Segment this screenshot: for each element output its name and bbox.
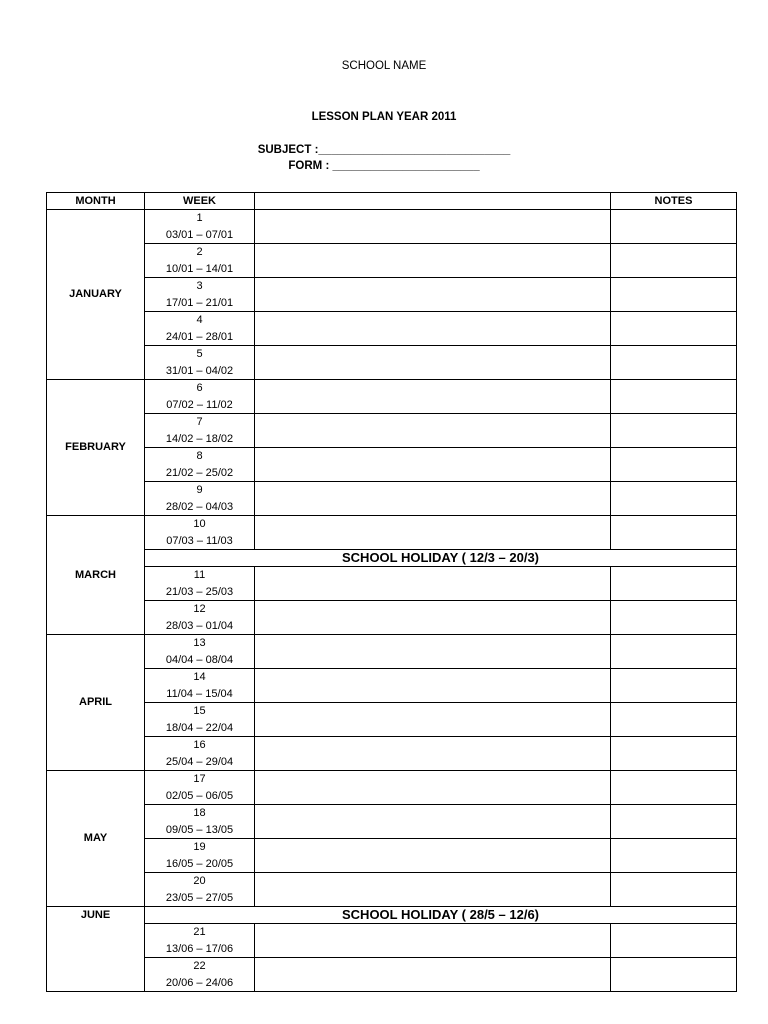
week-cell: [145, 346, 255, 380]
week-range: 28/03 – 01/04: [165, 619, 234, 632]
plan-cell[interactable]: [255, 601, 611, 635]
week-number: 17: [193, 773, 206, 785]
week-cell: [145, 839, 255, 873]
notes-cell[interactable]: [611, 635, 737, 669]
notes-cell[interactable]: [611, 567, 737, 601]
week-cell: [145, 567, 255, 601]
month-column-header: MONTH: [47, 193, 145, 210]
week-cell: [145, 669, 255, 703]
week-number: 4: [196, 314, 203, 326]
table-row: [47, 448, 737, 482]
form-field[interactable]: [0, 160, 768, 172]
week-number: 5: [196, 348, 203, 360]
plan-cell[interactable]: [255, 805, 611, 839]
plan-cell[interactable]: [255, 737, 611, 771]
week-cell: [145, 516, 255, 550]
week-range: 21/02 – 25/02: [165, 466, 234, 479]
table-row: [47, 380, 737, 414]
table-row: [47, 516, 737, 550]
week-cell: [145, 805, 255, 839]
week-number: 12: [193, 603, 206, 615]
document-title: LESSON PLAN YEAR 2011: [311, 111, 457, 123]
week-cell: [145, 244, 255, 278]
week-number: 11: [193, 569, 206, 581]
plan-cell[interactable]: [255, 516, 611, 550]
notes-cell[interactable]: [611, 839, 737, 873]
week-range: 07/02 – 11/02: [166, 398, 233, 411]
table-row: [47, 771, 737, 805]
subject-field[interactable]: [0, 144, 768, 156]
notes-cell[interactable]: [611, 380, 737, 414]
week-number: 20: [193, 875, 206, 887]
table-row: [47, 210, 737, 244]
week-cell: [145, 278, 255, 312]
week-range: 09/05 – 13/05: [165, 823, 234, 836]
table-row: [47, 482, 737, 516]
notes-cell[interactable]: [611, 516, 737, 550]
plan-cell[interactable]: [255, 924, 611, 958]
subject-label: SUBJECT :: [257, 144, 319, 156]
week-number: 16: [193, 739, 206, 751]
notes-cell[interactable]: [611, 958, 737, 992]
form-label: FORM :: [288, 160, 330, 172]
plan-cell[interactable]: [255, 635, 611, 669]
week-range: 25/04 – 29/04: [165, 755, 234, 768]
plan-cell[interactable]: [255, 567, 611, 601]
week-number: 14: [193, 671, 206, 683]
week-range: 03/01 – 07/01: [165, 228, 234, 241]
plan-cell[interactable]: [255, 278, 611, 312]
week-number: 22: [193, 960, 206, 972]
week-number: 3: [196, 280, 203, 292]
table-row: [47, 737, 737, 771]
week-number: 1: [196, 212, 203, 224]
week-range: 31/01 – 04/02: [165, 364, 234, 377]
notes-cell[interactable]: [611, 669, 737, 703]
plan-column-header: [255, 193, 611, 210]
table-row: [47, 244, 737, 278]
notes-cell[interactable]: [611, 601, 737, 635]
month-may: MAY: [47, 771, 145, 907]
table-row: [47, 278, 737, 312]
week-number: 19: [193, 841, 206, 853]
month-april: APRIL: [47, 635, 145, 771]
week-cell: [145, 924, 255, 958]
week-number: 8: [196, 450, 203, 462]
week-range: 04/04 – 08/04: [165, 653, 234, 666]
table-row: [47, 873, 737, 907]
notes-cell[interactable]: [611, 873, 737, 907]
week-number: 7: [196, 416, 203, 428]
week-range: 02/05 – 06/05: [165, 789, 234, 802]
week-range: 16/05 – 20/05: [165, 857, 234, 870]
week-range: 23/05 – 27/05: [165, 891, 234, 904]
table-row: [47, 839, 737, 873]
week-cell: [145, 958, 255, 992]
notes-cell[interactable]: [611, 924, 737, 958]
week-cell: [145, 601, 255, 635]
notes-cell[interactable]: [611, 244, 737, 278]
week-number: 6: [196, 382, 203, 394]
plan-cell[interactable]: [255, 210, 611, 244]
week-cell: [145, 635, 255, 669]
week-cell: [145, 703, 255, 737]
notes-cell[interactable]: [611, 346, 737, 380]
plan-cell[interactable]: [255, 771, 611, 805]
notes-column-header: NOTES: [611, 193, 737, 210]
week-range: 24/01 – 28/01: [165, 330, 234, 343]
table-row: [47, 601, 737, 635]
week-number: 2: [196, 246, 203, 258]
table-row: [47, 312, 737, 346]
week-range: 07/03 – 11/03: [166, 534, 233, 547]
week-number: 9: [196, 484, 203, 496]
table-row: [47, 414, 737, 448]
week-range: 21/03 – 25/03: [165, 585, 234, 598]
week-cell: [145, 210, 255, 244]
holiday-march: SCHOOL HOLIDAY ( 12/3 – 20/3): [145, 550, 737, 567]
table-header-row: [47, 193, 737, 210]
week-number: 13: [193, 637, 206, 649]
week-number: 15: [193, 705, 206, 717]
week-range: 10/01 – 14/01: [165, 262, 234, 275]
month-march: MARCH: [47, 516, 145, 635]
plan-cell[interactable]: [255, 312, 611, 346]
week-cell: [145, 771, 255, 805]
notes-cell[interactable]: [611, 482, 737, 516]
holiday-row: [47, 907, 737, 924]
notes-cell[interactable]: [611, 210, 737, 244]
week-cell: [145, 448, 255, 482]
week-number: 10: [193, 518, 206, 530]
table-row: [47, 805, 737, 839]
week-range: 11/04 – 15/04: [166, 687, 233, 700]
week-range: 28/02 – 04/03: [165, 500, 234, 513]
month-january: JANUARY: [47, 210, 145, 380]
week-range: 20/06 – 24/06: [165, 976, 234, 989]
week-number: 18: [193, 807, 206, 819]
week-cell: [145, 380, 255, 414]
week-range: 18/04 – 22/04: [165, 721, 234, 734]
month-february: FEBRUARY: [47, 380, 145, 516]
holiday-june: SCHOOL HOLIDAY ( 28/5 – 12/6): [145, 907, 737, 924]
week-cell: [145, 482, 255, 516]
plan-cell[interactable]: [255, 482, 611, 516]
notes-cell[interactable]: [611, 448, 737, 482]
notes-cell[interactable]: [611, 771, 737, 805]
plan-cell[interactable]: [255, 958, 611, 992]
week-cell: [145, 414, 255, 448]
school-name: SCHOOL NAME: [341, 60, 427, 72]
week-cell: [145, 873, 255, 907]
notes-cell[interactable]: [611, 805, 737, 839]
plan-cell[interactable]: [255, 448, 611, 482]
plan-cell[interactable]: [255, 703, 611, 737]
notes-cell[interactable]: [611, 414, 737, 448]
week-cell: [145, 737, 255, 771]
week-number: 21: [193, 926, 206, 938]
table-row: [47, 567, 737, 601]
plan-cell[interactable]: [255, 346, 611, 380]
subject-line[interactable]: ______________________________: [318, 144, 511, 156]
week-cell: [145, 312, 255, 346]
plan-cell[interactable]: [255, 244, 611, 278]
holiday-row: [47, 550, 737, 567]
table-row: [47, 669, 737, 703]
week-range: 17/01 – 21/01: [165, 296, 234, 309]
form-line[interactable]: _______________________: [332, 160, 480, 172]
table-row: [47, 346, 737, 380]
month-june: JUNE: [47, 907, 145, 992]
week-range: 14/02 – 18/02: [165, 432, 234, 445]
table-row: [47, 958, 737, 992]
week-range: 13/06 – 17/06: [165, 942, 234, 955]
plan-cell[interactable]: [255, 380, 611, 414]
table-row: [47, 924, 737, 958]
plan-cell[interactable]: [255, 414, 611, 448]
notes-cell[interactable]: [611, 737, 737, 771]
notes-cell[interactable]: [611, 278, 737, 312]
week-column-header: WEEK: [145, 193, 255, 210]
table-row: [47, 703, 737, 737]
plan-cell[interactable]: [255, 839, 611, 873]
table-row: [47, 635, 737, 669]
plan-cell[interactable]: [255, 873, 611, 907]
notes-cell[interactable]: [611, 703, 737, 737]
notes-cell[interactable]: [611, 312, 737, 346]
plan-cell[interactable]: [255, 669, 611, 703]
lesson-plan-table: [46, 192, 737, 992]
